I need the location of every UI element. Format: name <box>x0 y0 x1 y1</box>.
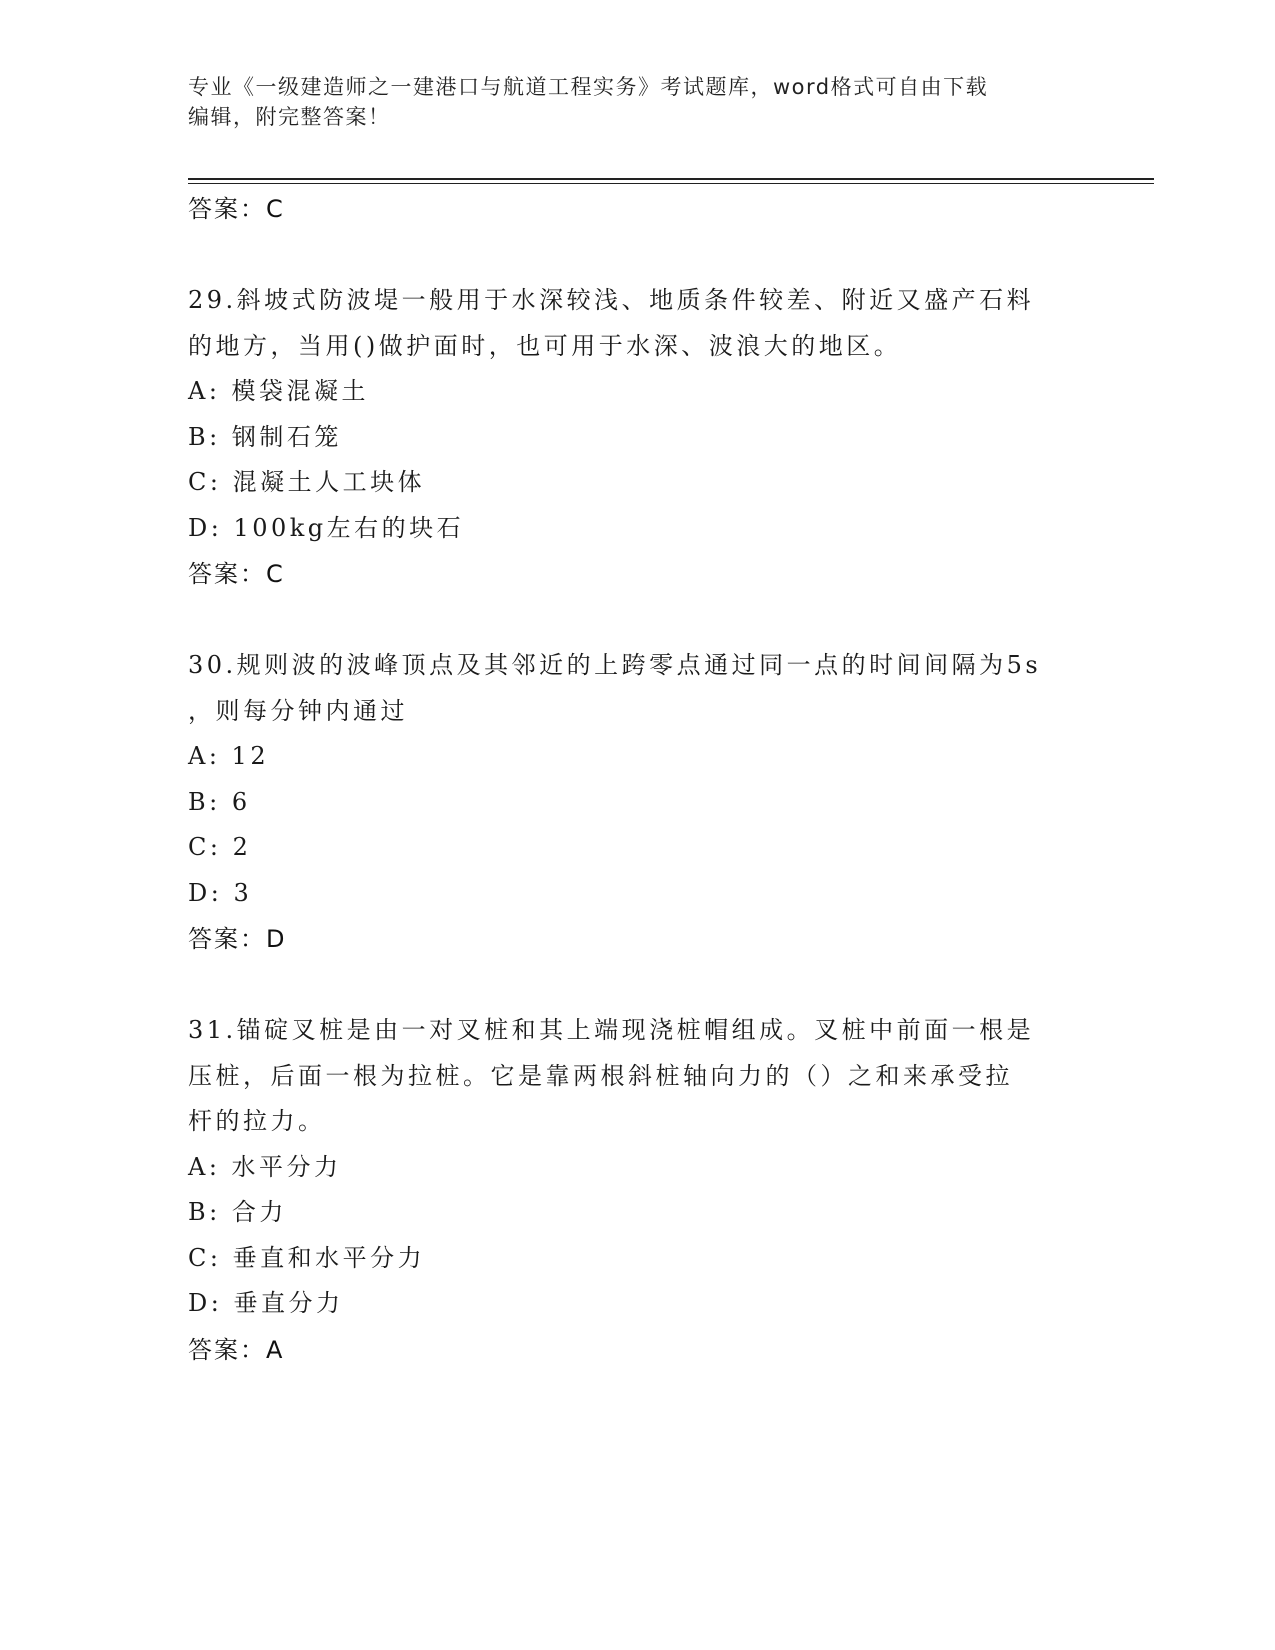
option-d: D: 100kg左右的块石 <box>188 513 465 542</box>
header-divider-thin <box>188 183 1154 184</box>
question-list <box>188 186 1088 1373</box>
header-line-1: 专业《一级建造师之一建港口与航道工程实务》考试题库，word格式可自由下载 <box>188 75 989 99</box>
question-text-line: 31.锚碇叉桩是由一对叉桩和其上端现浇桩帽组成。叉桩中前面一根是 <box>188 1016 1035 1044</box>
option-c: C: 混凝土人工块体 <box>188 468 426 496</box>
answer: 答案：C <box>188 560 285 588</box>
answer: 答案：A <box>188 1335 285 1364</box>
question-29 <box>188 278 1088 597</box>
option-b: B: 合力 <box>188 1198 287 1226</box>
question-text-line: 29.斜坡式防波堤一般用于水深较浅、地质条件较差、附近又盛产石料 <box>188 286 1035 314</box>
option-a: A: 模袋混凝土 <box>188 377 370 405</box>
option-a: A: 12 <box>188 742 270 770</box>
option-b: B: 钢制石笼 <box>188 422 342 451</box>
previous-answer: 答案：C <box>188 195 285 223</box>
header-divider-thick <box>188 178 1154 180</box>
option-d: D: 垂直分力 <box>188 1289 344 1317</box>
spacer <box>188 962 1088 1008</box>
spacer <box>188 597 1088 643</box>
page-header <box>188 72 1068 132</box>
option-a: A: 水平分力 <box>188 1152 342 1181</box>
option-c: C: 垂直和水平分力 <box>188 1243 426 1272</box>
question-text-line: 的地方，当用()做护面时，也可用于水深、波浪大的地区。 <box>188 331 902 360</box>
answer: 答案：D <box>188 925 287 953</box>
question-text-line: ，则每分钟内通过 <box>188 696 408 725</box>
question-31 <box>188 1008 1088 1373</box>
question-30 <box>188 643 1088 962</box>
option-c: C: 2 <box>188 833 252 861</box>
spacer <box>188 232 1088 278</box>
option-d: D: 3 <box>188 878 253 907</box>
header-line-2: 编辑，附完整答案！ <box>188 105 391 129</box>
question-text-line: 杆的拉力。 <box>188 1107 326 1135</box>
option-b: B: 6 <box>188 787 251 816</box>
question-text-line: 30.规则波的波峰顶点及其邻近的上跨零点通过同一点的时间间隔为5s <box>188 651 1042 679</box>
question-text-line: 压桩，后面一根为拉桩。它是靠两根斜桩轴向力的（）之和来承受拉 <box>188 1061 1013 1090</box>
